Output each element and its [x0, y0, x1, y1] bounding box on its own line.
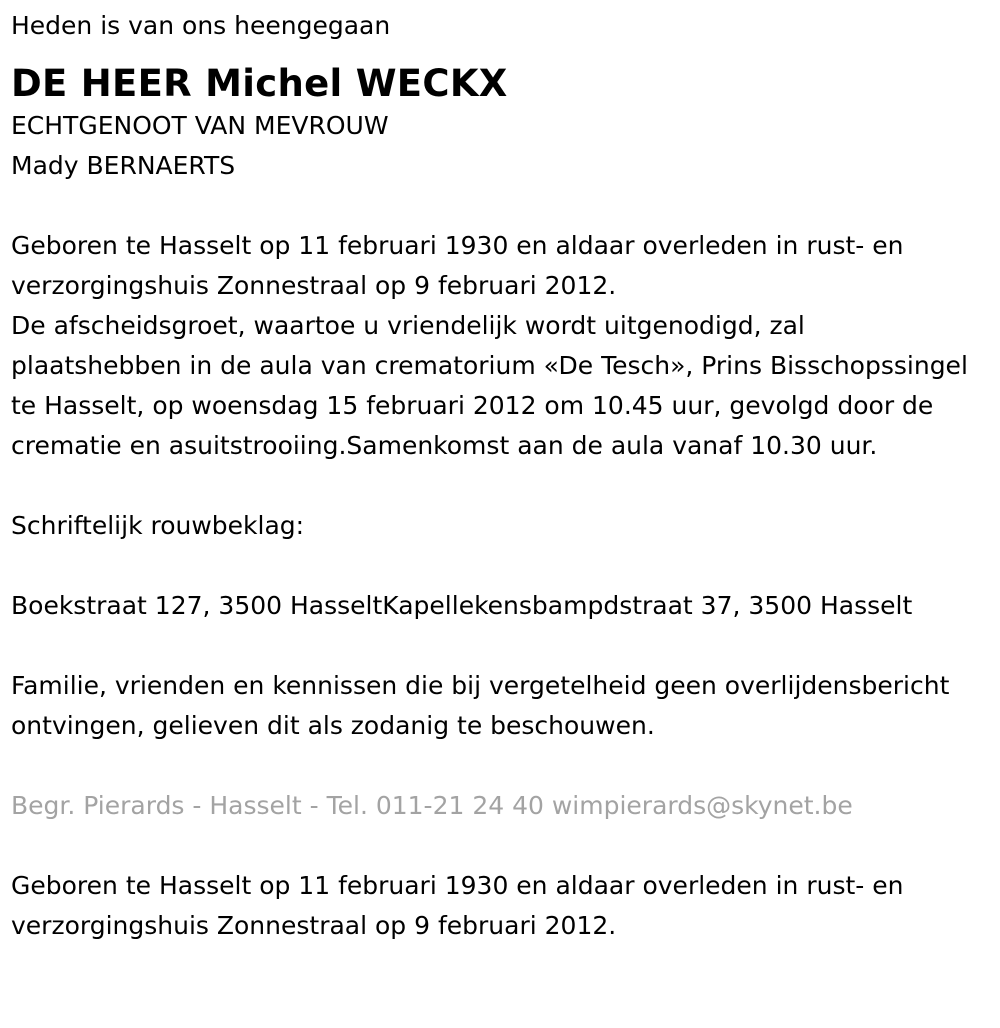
spouse-line-1: ECHTGENOOT VAN MEVROUW	[11, 111, 389, 140]
condolence-addresses: Boekstraat 127, 3500 HasseltKapellekensbampdstraat 37, 3500 Hasselt	[11, 591, 913, 620]
spacer	[11, 746, 981, 786]
spacer	[11, 546, 981, 586]
funeral-home-info: Begr. Pierards - Hasselt - Tel. 011-21 24 40 wimpierards@skynet.be	[11, 791, 853, 820]
spouse-line-2: Mady BERNAERTS	[11, 151, 236, 180]
deceased-name: DE HEER Michel WECKX	[11, 62, 508, 105]
ceremony-text: De afscheidsgroet, waartoe u vriendelijk wordt uitgenodigd, zal plaatshebben in de aula van crematorium «De Tesch», Prins Bisschopssingel te Hasselt, op woensdag 15 februari 2012 om 10.45 uur, gevolgd door de crematie en asuitstrooiing.Samenkomst aan de aula vanaf 10.30 uur.	[11, 311, 968, 460]
birth-death-text: Geboren te Hasselt op 11 februari 1930 en aldaar overleden in rust- en verzorgingshuis Zonnestraal op 9 februari 2012.	[11, 231, 904, 300]
birth-death-text-repeat: Geboren te Hasselt op 11 februari 1930 en aldaar overleden in rust- en verzorgingshuis Zonnestraal op 9 februari 2012.	[11, 871, 904, 940]
spacer	[11, 626, 981, 666]
intro-line: Heden is van ons heengegaan	[11, 11, 391, 40]
condolence-label: Schriftelijk rouwbeklag:	[11, 511, 305, 540]
family-note: Familie, vrienden en kennissen die bij vergetelheid geen overlijdensbericht ontvingen, gelieven dit als zodanig te beschouwen.	[11, 671, 950, 740]
spacer	[11, 826, 981, 866]
spacer	[11, 466, 981, 506]
spacer	[11, 186, 981, 226]
